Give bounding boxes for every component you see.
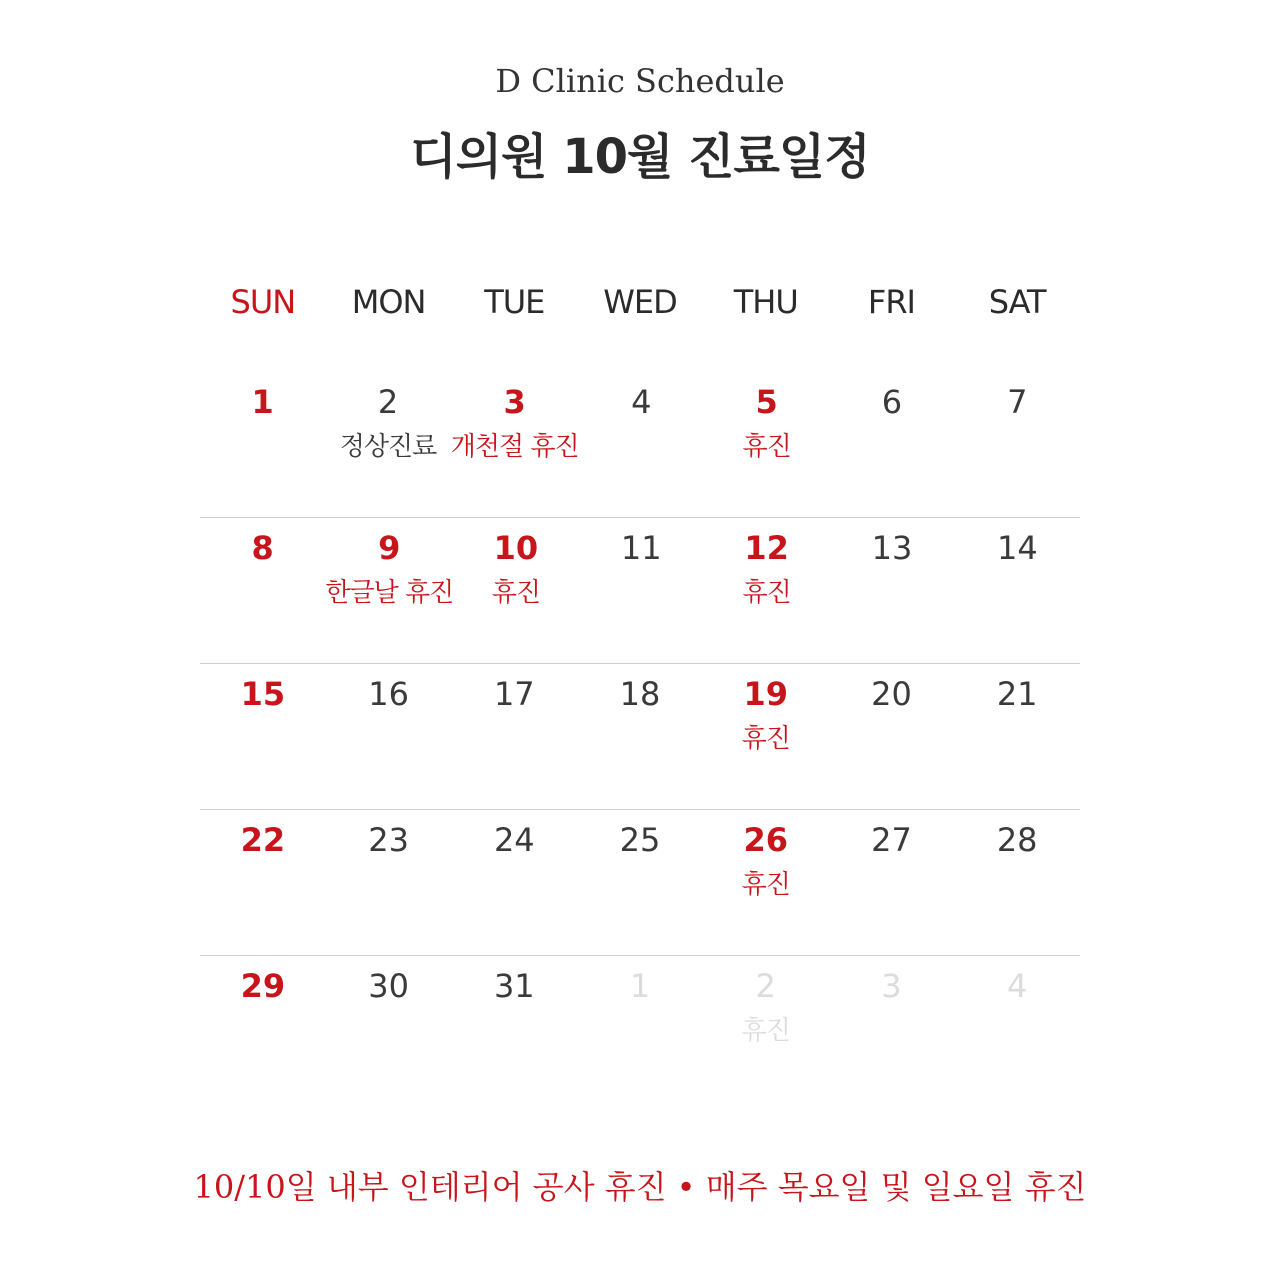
day-note: 휴진 — [742, 578, 791, 608]
calendar-day-cell — [954, 664, 1080, 809]
calendar-day-cell — [200, 518, 325, 663]
day-note: 휴진 — [742, 432, 791, 462]
calendar-day-cell — [577, 956, 703, 1102]
calendar-day-cell — [451, 372, 579, 517]
calendar-day-cell — [579, 372, 704, 517]
calendar-week-row — [200, 664, 1080, 810]
day-number: 21 — [996, 675, 1038, 713]
footer-notice: 10/10일 내부 인테리어 공사 휴진 • 매주 목요일 및 일요일 휴진 — [193, 1168, 1087, 1206]
day-number: 3 — [881, 967, 902, 1005]
calendar-day-cell — [703, 810, 829, 955]
day-number: 4 — [1006, 967, 1028, 1005]
weekday-fri: FRI — [867, 283, 915, 321]
calendar-day-cell — [703, 664, 829, 809]
day-number: 1 — [251, 383, 274, 421]
day-number: 27 — [871, 821, 912, 859]
day-note: 한글날 휴진 — [325, 578, 454, 608]
day-note: 휴진 — [741, 1016, 790, 1046]
calendar-day-cell — [954, 810, 1080, 955]
calendar-weeks — [200, 372, 1080, 1102]
calendar-day-cell — [200, 956, 326, 1102]
calendar-day-cell — [954, 956, 1080, 1102]
day-number: 30 — [368, 967, 409, 1005]
calendar-day-cell — [577, 664, 703, 809]
day-number: 29 — [240, 967, 286, 1005]
day-number: 24 — [493, 821, 535, 859]
day-number: 19 — [743, 675, 788, 713]
calendar-day-cell — [577, 810, 703, 955]
day-number: 17 — [493, 675, 535, 713]
calendar-day-cell — [829, 810, 955, 955]
calendar-day-cell — [326, 956, 452, 1102]
day-number: 4 — [631, 383, 652, 421]
day-number: 6 — [881, 383, 903, 421]
day-note: 휴진 — [741, 724, 790, 754]
day-number: 23 — [368, 821, 409, 859]
calendar-day-cell — [325, 372, 450, 517]
weekday-thu: THU — [733, 283, 798, 321]
calendar-day-cell — [451, 810, 577, 955]
weekday-sat: SAT — [988, 283, 1046, 321]
calendar-week-row — [200, 810, 1080, 956]
weekday-wed: WED — [603, 283, 677, 321]
calendar-day-cell — [451, 664, 577, 809]
day-number: 20 — [871, 675, 912, 713]
day-number: 13 — [871, 529, 913, 567]
day-note: 휴진 — [741, 870, 790, 900]
day-number: 15 — [240, 675, 286, 713]
day-note: 개천절 휴진 — [450, 432, 579, 462]
day-number: 28 — [996, 821, 1038, 859]
day-number: 1 — [629, 967, 651, 1005]
day-number: 16 — [368, 675, 409, 713]
weekday-header-row — [200, 270, 1080, 334]
calendar-day-cell — [829, 518, 954, 663]
day-number: 2 — [377, 383, 399, 421]
page-title: 디의원 10월 진료일정 — [410, 129, 870, 185]
day-number: 5 — [755, 383, 778, 421]
calendar-day-cell — [453, 518, 578, 663]
day-number: 2 — [755, 967, 776, 1005]
day-number: 10 — [493, 529, 539, 567]
day-number: 8 — [251, 529, 274, 567]
calendar-day-cell — [325, 518, 453, 663]
day-note: 정상진료 — [339, 432, 437, 462]
calendar-day-cell — [326, 810, 452, 955]
day-note: 휴진 — [491, 578, 541, 608]
calendar-day-cell — [704, 518, 829, 663]
day-number: 26 — [743, 821, 788, 859]
day-number: 12 — [744, 529, 789, 567]
day-number: 3 — [503, 383, 526, 421]
calendar-week-row — [200, 372, 1080, 518]
calendar-day-cell — [829, 664, 955, 809]
day-number: 7 — [1007, 383, 1028, 421]
calendar-week-row — [200, 518, 1080, 664]
calendar-day-cell — [579, 518, 704, 663]
day-number: 14 — [996, 529, 1038, 567]
calendar-day-cell — [829, 372, 954, 517]
day-number: 22 — [240, 821, 286, 859]
day-number: 31 — [493, 967, 535, 1005]
calendar-day-cell — [200, 810, 326, 955]
day-number: 25 — [619, 821, 661, 859]
calendar-day-cell — [326, 664, 452, 809]
day-number: 9 — [378, 529, 401, 567]
calendar-day-cell — [955, 518, 1080, 663]
day-number: 11 — [620, 529, 662, 567]
calendar-week-row — [200, 956, 1080, 1102]
calendar — [200, 270, 1080, 1102]
weekday-sun: SUN — [230, 283, 296, 321]
calendar-day-cell — [704, 372, 829, 517]
calendar-day-cell — [703, 956, 829, 1102]
day-number: 18 — [619, 675, 661, 713]
schedule-subtitle: D Clinic Schedule — [495, 62, 785, 100]
calendar-day-cell — [829, 956, 955, 1102]
calendar-day-cell — [200, 372, 325, 517]
calendar-day-cell — [955, 372, 1080, 517]
weekday-mon: MON — [351, 283, 426, 321]
weekday-tue: TUE — [484, 283, 545, 321]
calendar-day-cell — [200, 664, 326, 809]
calendar-day-cell — [451, 956, 577, 1102]
